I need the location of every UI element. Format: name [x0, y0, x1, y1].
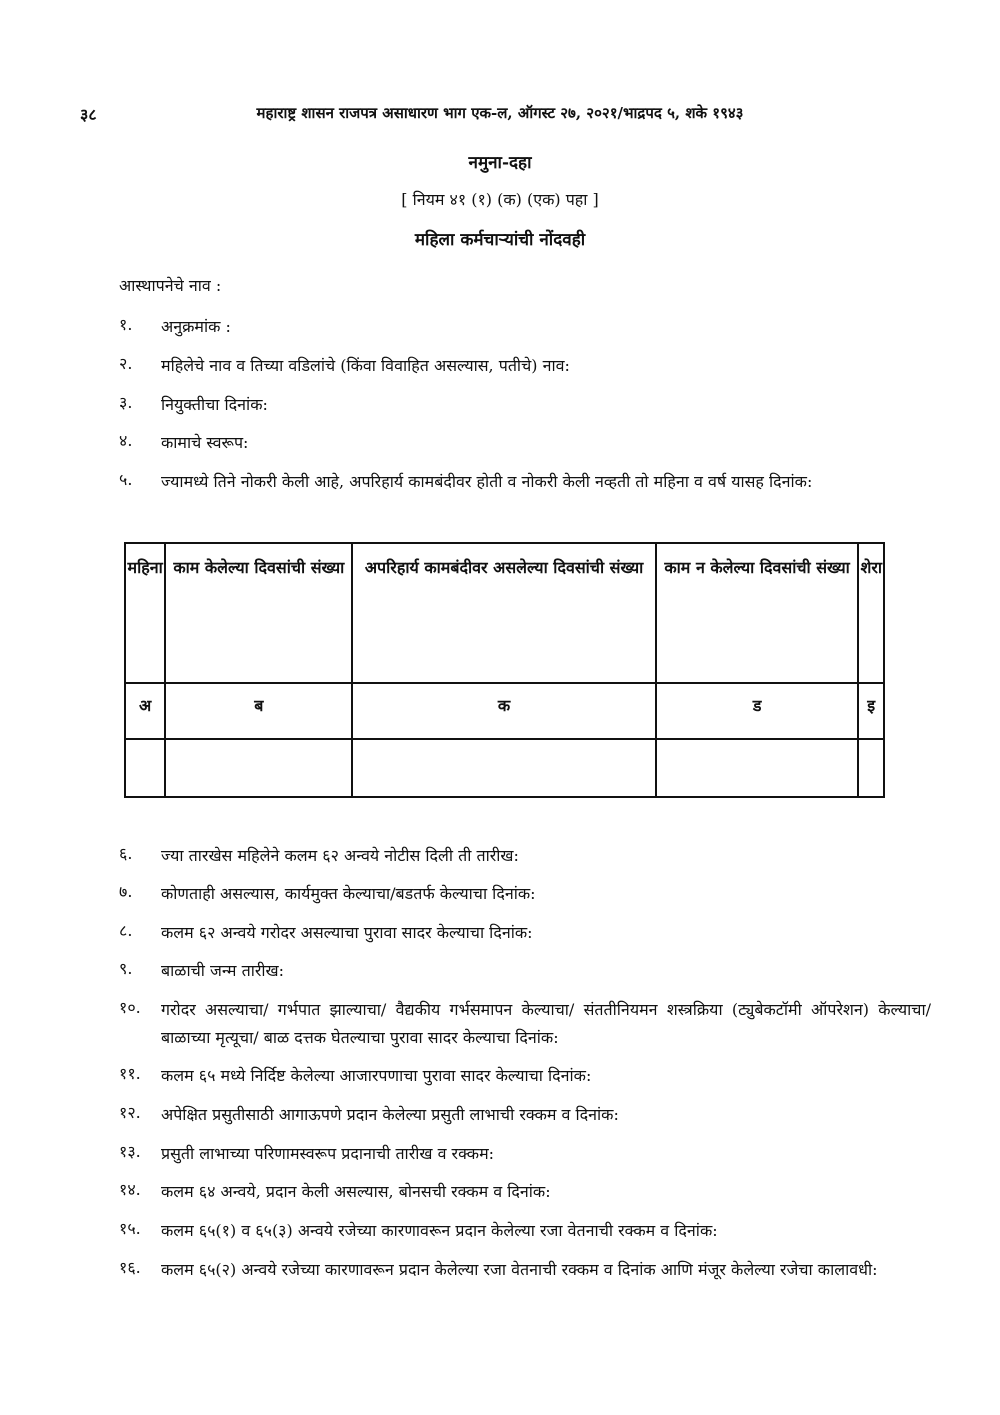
table-blank-row: [125, 739, 884, 797]
document-heading: महिला कर्मचाऱ्यांची नोंदवही: [414, 230, 586, 250]
column-letter: इ: [858, 683, 884, 739]
item-text: बाळाची जन्म तारीख:: [161, 961, 285, 980]
item-number: १२.: [119, 1103, 141, 1122]
column-letter: ड: [656, 683, 859, 739]
form-item: [119, 1178, 931, 1206]
item-text: ज्यामध्ये तिने नोकरी केली आहे, अपरिहार्य कामबंदीवर होती व नोकरी केली नव्हती तो महिना व वर्ष यासह दिनांक:: [161, 472, 813, 491]
form-item: [119, 919, 931, 947]
form-item: [119, 880, 931, 908]
rule-reference: [ नियम ४१ (१) (क) (एक) पहा ]: [401, 190, 599, 209]
table-header-row: [125, 543, 884, 683]
item-text: नियुक्तीचा दिनांक:: [161, 395, 268, 414]
form-item: [119, 352, 931, 380]
column-header: महिना: [125, 543, 165, 683]
item-text: महिलेचे नाव व तिच्या वडिलांचे (किंवा विवाहित असल्यास, पतीचे) नाव:: [161, 356, 570, 375]
item-text: कोणताही असल्यास, कार्यमुक्त केल्याचा/बडतर्फ केल्याचा दिनांक:: [161, 884, 536, 903]
blank-cell: [656, 739, 859, 797]
form-item: [119, 1062, 931, 1090]
item-text: ज्या तारखेस महिलेने कलम ६२ अन्वये नोटीस दिली ती तारीख:: [161, 846, 519, 865]
blank-cell: [125, 739, 165, 797]
item-number: ९.: [119, 959, 133, 978]
form-title: नमुना-दहा: [468, 153, 532, 173]
form-item: [119, 1217, 931, 1245]
item-number: १६.: [119, 1258, 141, 1277]
item-number: ३.: [119, 393, 133, 412]
form-item: [119, 842, 931, 870]
blank-cell: [352, 739, 655, 797]
item-text: कलम ६५ मध्ये निर्दिष्ट केलेल्या आजारपणाचा पुरावा सादर केल्याचा दिनांक:: [161, 1066, 592, 1085]
item-text: अनुक्रमांक :: [161, 317, 231, 336]
blank-cell: [858, 739, 884, 797]
item-text: अपेक्षित प्रसुतीसाठी आगाऊपणे प्रदान केलेल्या प्रसुती लाभाची रक्कम व दिनांक:: [161, 1105, 619, 1124]
item-text: कलम ६५(२) अन्वये रजेच्या कारणावरून प्रदान केलेल्या रजा वेतनाची रक्कम व दिनांक आणि मंजूर केलेल्या रजेचा कालावधी:: [161, 1260, 878, 1279]
item-number: ११.: [119, 1064, 141, 1083]
form-item: [119, 957, 931, 985]
form-item: [119, 1101, 931, 1129]
item-text: प्रसुती लाभाच्या परिणामस्वरूप प्रदानाची तारीख व रक्कम:: [161, 1144, 495, 1163]
item-number: ७.: [119, 882, 133, 901]
item-number: ४.: [119, 431, 133, 450]
form-item: [119, 391, 931, 419]
item-number: १०.: [119, 998, 141, 1017]
column-header: काम न केलेल्या दिवसांची संख्या: [656, 543, 859, 683]
item-text: कलम ६२ अन्वये गरोदर असल्याचा पुरावा सादर केल्याचा दिनांक:: [161, 923, 533, 942]
register-table: [124, 542, 885, 798]
column-header: अपरिहार्य कामबंदीवर असलेल्या दिवसांची संख्या: [352, 543, 655, 683]
blank-cell: [165, 739, 352, 797]
item-text: गरोदर असल्याचा/ गर्भपात झाल्याचा/ वैद्यकीय गर्भसमापन केल्याचा/ संततीनियमन शस्त्रक्रिया (ट्युबेकटॉमी ऑपरेशन) केल्याचा/बाळाच्या मृत्यूचा/ बाळ दत्तक घेतल्याचा पुरावा सादर केल्याचा दिनांक:: [161, 1000, 931, 1047]
item-number: ८.: [119, 921, 133, 940]
column-header: शेरा: [858, 543, 884, 683]
column-header: काम केलेल्या दिवसांची संख्या: [165, 543, 352, 683]
item-number: १.: [119, 315, 133, 334]
form-item: [119, 313, 931, 341]
item-number: १३.: [119, 1142, 141, 1161]
form-item: [119, 429, 931, 457]
form-item: [119, 1256, 931, 1284]
column-letter: क: [352, 683, 655, 739]
form-item: [119, 996, 931, 1052]
page-number: ३८: [80, 105, 97, 124]
running-header: महाराष्ट्र शासन राजपत्र असाधारण भाग एक-ल, ऑगस्ट २७, २०२१/भाद्रपद ५, शके १९४३: [256, 104, 744, 122]
item-number: ५.: [119, 470, 133, 489]
form-item: [119, 1140, 931, 1168]
column-letter: ब: [165, 683, 352, 739]
table-letter-row: [125, 683, 884, 739]
item-number: १४.: [119, 1180, 141, 1199]
item-number: १५.: [119, 1219, 141, 1238]
item-number: ६.: [119, 844, 133, 863]
establishment-name-label: आस्थापनेचे नाव :: [119, 276, 222, 295]
column-letter: अ: [125, 683, 165, 739]
item-text: कामाचे स्वरूप:: [161, 433, 249, 452]
item-number: २.: [119, 354, 133, 373]
form-item: [119, 468, 931, 496]
item-text: कलम ६५(१) व ६५(३) अन्वये रजेच्या कारणावरून प्रदान केलेल्या रजा वेतनाची रक्कम व दिनांक:: [161, 1221, 718, 1240]
item-text: कलम ६४ अन्वये, प्रदान केली असल्यास, बोनसची रक्कम व दिनांक:: [161, 1182, 551, 1201]
